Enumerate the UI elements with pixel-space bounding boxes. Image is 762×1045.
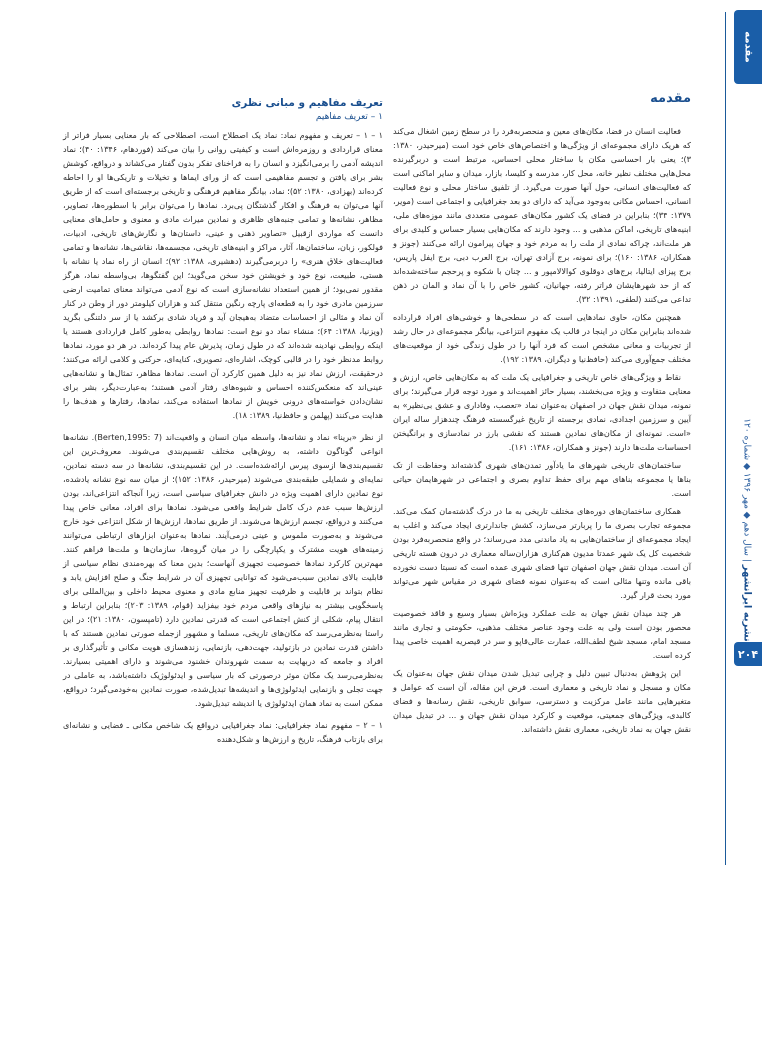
paragraph: فعالیت انسان در فضا، مکان‌های معین و منحصربه‌فرد را در سطح زمین اشغال می‌کند که هریک دارای مجموعه‌ای از ویژگی‌ها و اختصاص‌های خاص خود است (میرحیدر، ۱۳۸۰: ۳)؛ یعنی بار احساسی مکان با ساختار محلی احساس، مرتبط است و دربرگیرنده محل‌هایی مختلف نظیر خانه، محل کار، مدرسه و کلیسا، بازار، میدان و سایر اماکنی است که فعالیت‌های انسانی، حول آنها صورت می‌گیرد. از تلفیق ساختار محلی و نوع فعالیت انسانی، احساس مکانی به‌وجود می‌آید که دارای دو بعد جغرافیایی و اجتماعی است (مویر، ۱۳۷۹: ۳۴)؛ بنابراین در فضای یک کشور مکان‌های عمومی متعددی مانند موزه‌های ملی، ابنیه‌های تاریخی، اماکن مذهبی و ... وجود دارند که مکان‌هایی بسیار حساس و کلیدی برای هر ملت‌اند، چراکه نمادی از ملت را به مردم خود و جهان پیرامون ارائه می‌کنند (جونز و همکاران، ۱۳۸۶: ۱۶۰)؛ برای نمونه، برج آزادی تهران، برج العرب دبی، برج ایفل پاریس، برج پیزای ایتالیا، برج‌های دوقلوی کوالالامپور و ... چنان با شکوه و پرحجم ساخته‌شده‌اند که از حد شهرهایشان فراتر رفته، جهانیان، کشور خاص را با آن نماد و المان در ذهن تداعی می‌کنند (لطفی، ۱۳۹۱: ۳۲). <box>393 126 691 304</box>
paragraph: از نظر «برینا» نماد و نشانه‌ها، واسطه میان انسان و واقعیت‌اند (Berten,1995: 7). نشانه‌ها انواعی گوناگون داشته، به روش‌هایی مختلف تقسیم‌بندی می‌شوند. معروف‌ترین این تقسیم‌بندی‌ها ازسوی پیرس ارائه‌شده‌است. در این تقسیم‌بندی، نشانه‌ها در سه دسته نمادین، نمایه‌ای و شمایلی طبقه‌بندی می‌شوند (میرحیدر، ۱۳۸۶: ۱۵۲)؛ از میان سه نوع نشانه یادشده، نوع نمادین دارای اهمیت ویژه در دانش جغرافیای سیاسی است، زیرا آنجاکه انتزاعی‌اند، بودن ارزش‌ها سبب عدم درک کامل شرایط واقعی می‌شود. نمادها برای افراد، معانی خاص پیدا می‌کنند و درواقع، تجسم ارزش‌ها می‌شوند. از طریق نمادها، ارزش‌ها از شکل انتزاعی خود خارج می‌شوند و به‌صورت ملموس و عینی درمی‌آیند. نمادها به‌عنوان ابزارهای ارتباطی می‌توانند زمینه‌های هویت مشترک و یکپارچگی را در میان گروه‌ها، سازمان‌ها و ملت‌ها فراهم کنند. مهم‌ترین کارکرد نمادها خصوصیت تجهیزی آنهاست؛ بدین معنا که بهره‌مندی نظام سیاسی از قابلیت بالای نمادین سبب‌می‌شود که توانایی تجهیزی آن در شرایط جنگ و صلح افزایش یابد و نظام بتواند بر قابلیت و ظرفیت تجهیز منابع مادی و معنوی محیط داخلی و بین‌المللی برای پاسخگویی بیشتر به نیازهای واقعی مردم خود بیفزاید (قوام، ۱۳۸۹: ۲۰۳)؛ بنابراین ارتباط و انتقال پیام، شکلی از کنش اجتماعی است که قدرتی نمادین دارد (تامپسون، ۱۳۸۰: ۲۱)؛ در این راستا به‌نظرمی‌رسد که مکان‌های تاریخی، مسلما و مشهور ازجمله صورتی نمادین هستند که با داشتن قدرت نمادین در بازتولید، جهت‌دهی، بازنمایی، زندهسازی هویت مکانی و تأثیرگذاری بر افراد و جامعه که دربهایت به سمت شهروندان خشنود می‌شوند و دارای اهمیتی بسیارند. به‌نظرمی‌رسد یک مکان موثر درصورتی که بار سیاسی و ایدئولوژیک داشته‌باشد، به عاملی در جهت تجلی و بازنمایی ایدئولوژی‌ها و اندیشه‌ها تبدیل‌شده، صورت نمادین به‌خودمی‌گیرد؛ درواقع، ممکن است به نماد همان ایدئولوژی یا اندیشه تبدیل‌شود. <box>63 432 384 708</box>
subsection-heading: ۱ – تعریف مفاهیم <box>315 112 383 122</box>
section-tab-label: مقدمه <box>742 31 754 63</box>
journal-issue: سال دهم ◆ مهر ۱۳۹۶ ◆ شماره ۱۲۰ <box>741 418 752 556</box>
journal-info: نشریه ایرانشهر | سال دهم ◆ مهر ۱۳۹۶ ◆ شماره ۱۲۰ <box>741 418 753 642</box>
section-heading: تعریف مفاهیم و مبانی نظری <box>231 97 383 109</box>
paragraph: همچنین مکان، حاوی نمادهایی است که در سطحی‌ها و خوشی‌های افراد قرارداده شده‌اند بنابراین مکان در اینجا در قالب یک مفهوم انتزاعی، بیانگر مجموعه‌ای در حال رشد از تجربیات و معانی مشخص است که فرد آنها را در طول زندگی خود از موقعیت‌های مختلف جمع‌آوری می‌کند (حافظ‌نیا و دیگران، ۱۳۸۹: ۱۹۲). <box>393 312 691 364</box>
section-tab <box>734 10 762 84</box>
page-number: ۲۰۴ <box>734 642 762 666</box>
paragraph: نقاط و ویژگی‌های خاص تاریخی و جغرافیایی یک ملت که به مکان‌هایی خاص، ارزش و معنایی متفاوت و ویژه می‌بخشند، بسیار حائز اهمیت‌اند و مورد توجه قرار می‌گیرند؛ برای نمونه، میدان نقش جهان در اصفهان به‌عنوان نماد «تعصب، وفاداری و عشق بی‌نظیر» به آیین و سرزمین اجدادی، نمادی برجسته از تاریخ غیرگسسته فرهنگ چندهزار ساله ایران «است. نمونه‌ای از مکان‌های نمادین هستند که نقشی بارز در نمادسازی و برانگیختن احساسات ملت‌ها دارند (جونز و همکاران، ۱۳۸۶: ۱۶۱). <box>393 372 691 452</box>
right-column <box>393 92 691 740</box>
paragraph: این پژوهش به‌دنبال تبیین دلیل و چرایی تبدیل شدن میدان نقش جهان به‌عنوان یک مکان و مسجل و نماد تاریخی و معماری است. فرض این مقاله، آن است که عوامل و متغیرهایی مانند عامل مرکزیت و دسترسی، سوابق تاریخی، نقش رسانه‌ها و فضای کالبدی، ویژگی‌های جمعیتی، موقعیت و کارکرد میدان نقش جهان و ... در تبدیل میدان نقش جهان به نماد تاریخی، معماری نقش داشته‌اند. <box>393 668 691 734</box>
paragraph: ۱ – ۲ – مفهوم نماد جغرافیایی: نماد جغرافیایی درواقع یک شاخص مکانی‌ ـ فضایی و نشانه‌ای برای بازتاب فرهنگ، تاریخ و ارزش‌ها و شکل‌دهنده <box>63 720 383 744</box>
introduction-heading: مقدمه <box>650 91 691 106</box>
paragraph: همکاری ساختمان‌های دوره‌های مختلف تاریخی به ما در درک گذشته‌مان کمک می‌کند. مجموعه تجارب بصری ما را پربارتر می‌سازد، کشش جاندارتری ایجاد می‌کند و اغلب به ایجاد مجموعه‌ای از ساختمان‌هایی به یاد ماندنی مدد می‌رساند؛ در واقع منحصربه‌فرد بودن شخصیت کل یک شهر عمدتا مدیون هم‌کناری هزاران‌ساله معماری در درون هسته تاریخی آن است. میدان نقش جهان اصفهان تنها فضای شهری عمده است که نسبتا دست نخورده باقی مانده وتنها مثالی است که به‌عنوان نمونه فضای شهری در مقیاس شهر می‌تواند مورد بحث قرار گیرد. <box>393 506 691 600</box>
paragraph: ساختمان‌های تاریخی شهرهای ما یادآور تمدن‌های شهری گذشته‌اند وحفاظت از تک بناها یا مجموعه بناهای مهم برای حفظ تداوم بصری و اجتماعی در شهرهایمان حیاتی است. <box>393 460 691 498</box>
left-column <box>63 96 383 750</box>
side-rail <box>704 0 762 1045</box>
journal-name: نشریه ایرانشهر <box>741 564 753 642</box>
paragraph: هر چند میدان نقش جهان به علت عملکرد ویژه‌اش بسیار وسیع و فاقد خصوصیت محصور بودن است ولی به علت وجود عناصر مختلف مذهبی، حکومتی و تجاری مانند مسجد امام، مسجد شیخ لطف‌الله، عمارت عالی‌قاپو و سر در قیصریه اهمیت خاصی پیدا کرده است. <box>393 608 691 660</box>
rail-line <box>725 12 726 865</box>
paragraph: ۱ – ۱ – تعریف و مفهوم نماد: نماد یک اصطلاح است، اصطلاحی که بار معنایی بسیار فراتر از معنای قراردادی و روزمره‌اش است و کیفیتی روانی را بیان می‌کند (فوردهام، ۱۳۴۶: ۴۰)؛ نماد اندیشه آدمی را برمی‌انگیزد و انسان را به فراخنای تفکر بدون گفتار می‌کشاند و درواقع، کوشش بشر برای یافتن و تجسم مفاهیمی است که از ورای ایماها و تخیلات و تاریکی‌ها او را احاطه کرده‌اند (بهزادی، ۱۳۸۰: ۵۲)؛ نماد، بیانگر مفاهیم فرهنگی و تاریخی برجسته‌ای است که از طریق آنها می‌توان به فرهنگ و افکار گذشتگان پی‌برد. نمادها را می‌توان برابر با اسطوره‌ها، تصاویر، مظاهر، نشانه‌ها و تمامی جنبه‌های ظاهری و نمادین میراث مادی و معنوی و حامل‌های معنایی دانست که مواردی ازقبیل «تصاویر ذهنی و عینی، داستان‌ها و نگارش‌های تاریخی، ادبیات، فولکور، زبان، ساختمان‌ها، آثار، مراکز و ابنیه‌های تاریخی، مجسمه‌ها، نقاشی‌ها، نشانه‌ها و تمامی فعالیت‌های خلاق هنری» را دربرمی‌گیرند (دهشیری، ۱۳۸۸: ۹۲)؛ انسان از راه نماد یا نشانه با هستی، طبیعت، نوع خود و خویشتن خود سخن می‌گوید؛ این گفتگوها، بی‌واسطه نماد، هرگز مقدور نمی‌بود؛ از همین استعداد نشانه‌سازی است که نوع آدمی می‌تواند معنای تمامیت ارضی سرزمین مادری خود را به قطعه‌ای پارچه رنگین منتقل کند و هزاران کیلومتر دور از وطن در کنار آن نماد و مثالی از احساسات متضاد به‌هیجان آید و فریاد شادی برکشد یا از سر دلتنگی بگرید (ویزنیا، ۱۳۸۸: ۶۴)؛ منشاء نماد دو نوع است: نمادها روابطی به‌طور کامل قراردادی هستند یا اینکه روابطی نهادینه شده‌اند که در طول زمان، پذیرش عام پیدا کرده‌اند. در هر دو مورد، نمادها روابط مدنظر خود را در قالبی کوچک، اشاره‌ای، تصویری، کنایه‌ای، حرکتی و کلامی ارائه می‌کنند؛ درحقیقت، ارزش نماد نیز به دلیل همین کارکرد آن است. نمادها مظاهر، تمثال‌ها و نشانه‌هایی عینی‌اند که منعکس‌کننده احساس و شیوه‌های رفتار آدمی هستند؛ به‌عبارت‌دیگر، بشر برای نشان‌دادن خواسته‌های درونی خویش از نمادها استفاده می‌کند، نمادها، رفتارها و هدف‌ها را هدایت می‌کنند (پهلمن و حافظ‌نیا، ۱۳۸۹: ۱۸). <box>63 130 383 420</box>
